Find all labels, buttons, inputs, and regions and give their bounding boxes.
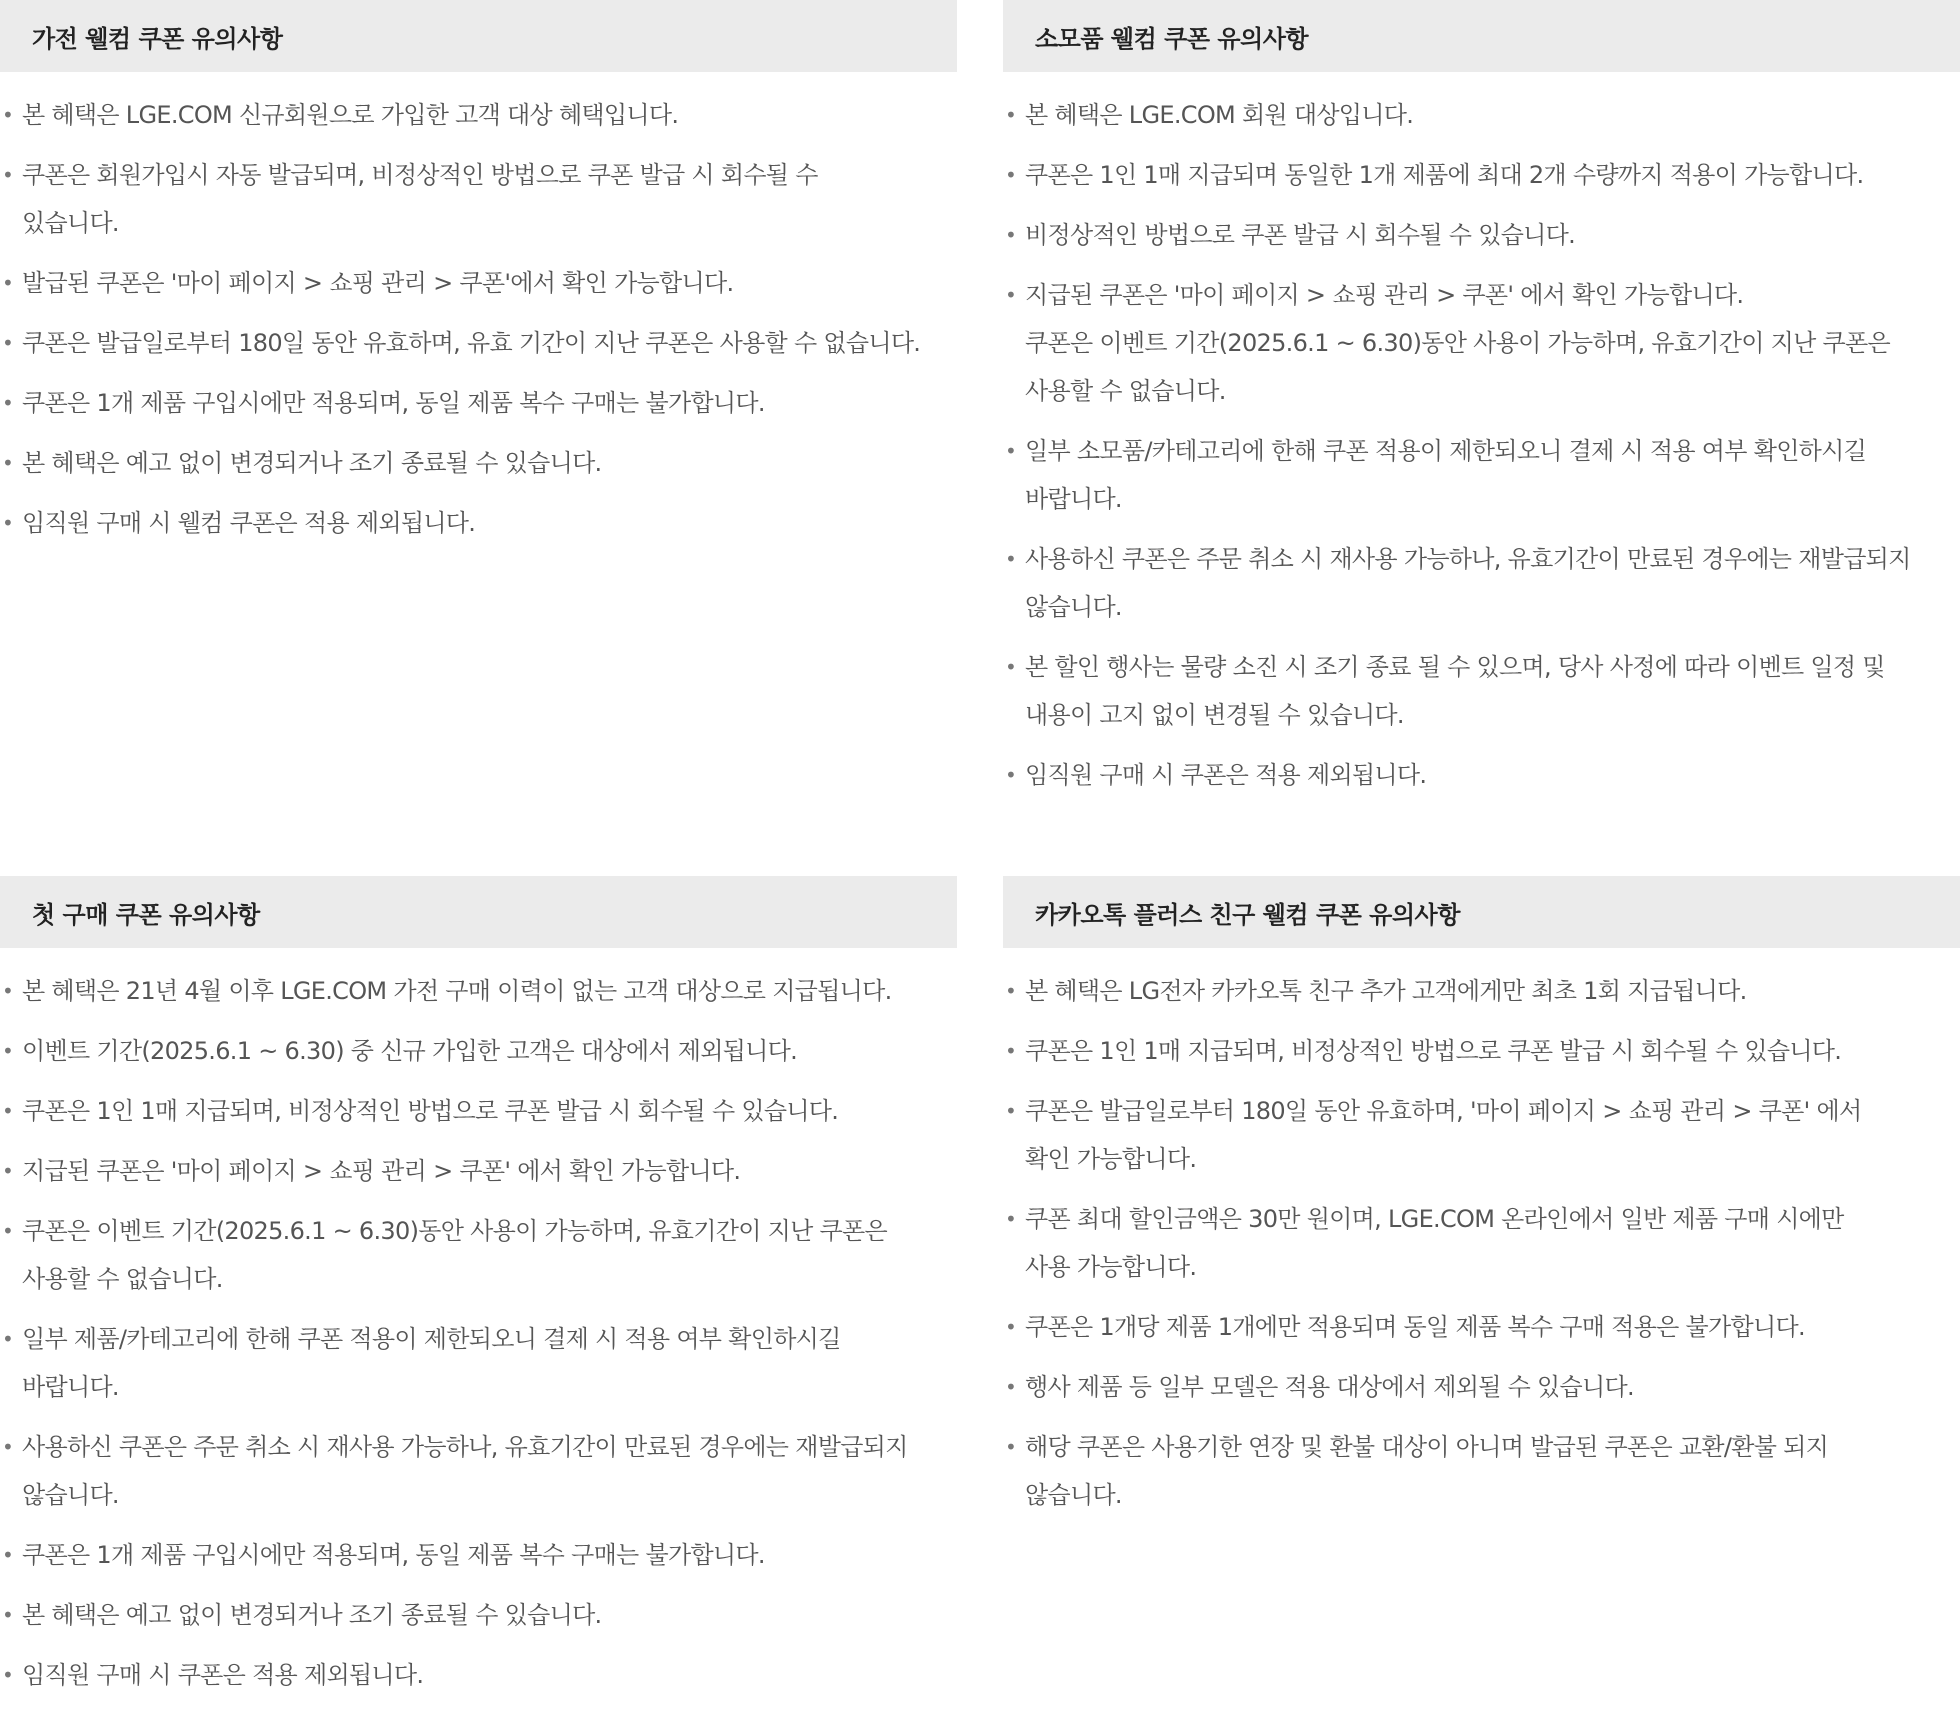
notice-text: 임직원 구매 시 쿠폰은 적용 제외됩니다.: [1025, 761, 1427, 789]
notice-text: 본 혜택은 LGE.COM 회원 대상입니다.: [1025, 101, 1414, 129]
bullet-icon: •: [1005, 1315, 1017, 1339]
notice-list: [0, 91, 957, 547]
notice-item: [1003, 211, 1960, 259]
notice-item: [0, 91, 957, 139]
notice-text: 쿠폰은 1개 제품 구입시에만 적용되며, 동일 제품 복수 구매는 불가합니다.: [22, 1541, 765, 1569]
bullet-icon: •: [2, 511, 14, 535]
bullet-icon: •: [2, 1435, 14, 1459]
notice-text: 비정상적인 방법으로 쿠폰 발급 시 회수될 수 있습니다.: [1025, 221, 1576, 249]
bullet-icon: •: [1005, 979, 1017, 1003]
notice-item: [1003, 1363, 1960, 1411]
bullet-icon: •: [2, 331, 14, 355]
notice-item: [1003, 1027, 1960, 1075]
notice-text: 본 혜택은 21년 4월 이후 LGE.COM 가전 구매 이력이 없는 고객 대상으로 지급됩니다.: [22, 977, 892, 1005]
notice-item: [0, 319, 957, 367]
notice-item: [0, 151, 957, 247]
notice-text: 발급된 쿠폰은 '마이 페이지 > 쇼핑 관리 > 쿠폰'에서 확인 가능합니다.: [22, 269, 734, 297]
section-title: 소모품 웰컴 쿠폰 유의사항: [1035, 24, 1309, 53]
notice-item: [0, 1147, 957, 1195]
bullet-icon: •: [2, 1327, 14, 1351]
notice-item: [0, 1423, 957, 1519]
bullet-icon: •: [1005, 547, 1017, 571]
notice-text: 쿠폰은 1개 제품 구입시에만 적용되며, 동일 제품 복수 구매는 불가합니다.: [22, 389, 765, 417]
section-header: [1003, 0, 1960, 72]
notice-text: 본 할인 행사는 물량 소진 시 조기 종료 될 수 있으며, 당사 사정에 따라 이벤트 일정 및 내용이 고지 없이 변경될 수 있습니다.: [1025, 653, 1885, 729]
section-title: 가전 웰컴 쿠폰 유의사항: [32, 24, 283, 53]
bullet-icon: •: [1005, 1099, 1017, 1123]
section-kakaotalk-welcome-coupon: [1003, 876, 1960, 1531]
section-header: [0, 0, 957, 72]
bullet-icon: •: [1005, 655, 1017, 679]
notice-list: [1003, 91, 1960, 799]
notice-item: [0, 1531, 957, 1579]
notice-item: [1003, 1087, 1960, 1183]
notice-item: [0, 1591, 957, 1639]
bullet-icon: •: [2, 451, 14, 475]
notice-text: 쿠폰은 이벤트 기간(2025.6.1 ~ 6.30)동안 사용이 가능하며, 유효기간이 지난 쿠폰은 사용할 수 없습니다.: [22, 1217, 888, 1293]
notice-text: 쿠폰은 발급일로부터 180일 동안 유효하며, 유효 기간이 지난 쿠폰은 사용할 수 없습니다.: [22, 329, 921, 357]
bullet-icon: •: [1005, 1435, 1017, 1459]
notice-text: 이벤트 기간(2025.6.1 ~ 6.30) 중 신규 가입한 고객은 대상에서 제외됩니다.: [22, 1037, 798, 1065]
notice-text: 일부 제품/카테고리에 한해 쿠폰 적용이 제한되오니 결제 시 적용 여부 확인하시길 바랍니다.: [22, 1325, 841, 1401]
notice-item: [0, 1087, 957, 1135]
notice-item: [0, 259, 957, 307]
notice-text: 일부 소모품/카테고리에 한해 쿠폰 적용이 제한되오니 결제 시 적용 여부 확인하시길 바랍니다.: [1025, 437, 1867, 513]
bullet-icon: •: [2, 271, 14, 295]
notice-text: 임직원 구매 시 웰컴 쿠폰은 적용 제외됩니다.: [22, 509, 476, 537]
notice-text: 본 혜택은 LG전자 카카오톡 친구 추가 고객에게만 최초 1회 지급됩니다.: [1025, 977, 1747, 1005]
bullet-icon: •: [2, 1039, 14, 1063]
notice-list: [1003, 967, 1960, 1519]
notice-text: 쿠폰은 1인 1매 지급되며 동일한 1개 제품에 최대 2개 수량까지 적용이 가능합니다.: [1025, 161, 1864, 189]
notice-text: 임직원 구매 시 쿠폰은 적용 제외됩니다.: [22, 1661, 424, 1689]
section-title: 카카오톡 플러스 친구 웰컴 쿠폰 유의사항: [1035, 900, 1460, 929]
bullet-icon: •: [2, 1159, 14, 1183]
section-header: [0, 876, 957, 948]
notice-item: [1003, 1195, 1960, 1291]
notice-item: [1003, 91, 1960, 139]
bullet-icon: •: [1005, 163, 1017, 187]
bullet-icon: •: [1005, 1039, 1017, 1063]
section-appliance-welcome-coupon: [0, 0, 957, 559]
bullet-icon: •: [2, 1099, 14, 1123]
bullet-icon: •: [2, 1603, 14, 1627]
bullet-icon: •: [1005, 223, 1017, 247]
notice-item: [0, 379, 957, 427]
notice-text: 쿠폰은 1개당 제품 1개에만 적용되며 동일 제품 복수 구매 적용은 불가합니다.: [1025, 1313, 1805, 1341]
notice-text: 쿠폰은 발급일로부터 180일 동안 유효하며, '마이 페이지 > 쇼핑 관리 > 쿠폰' 에서 확인 가능합니다.: [1025, 1097, 1862, 1173]
bullet-icon: •: [2, 391, 14, 415]
section-consumables-welcome-coupon: [1003, 0, 1960, 811]
notice-item: [1003, 427, 1960, 523]
bullet-icon: •: [1005, 1375, 1017, 1399]
notice-item: [1003, 643, 1960, 739]
notice-item: [1003, 1423, 1960, 1519]
section-header: [1003, 876, 1960, 948]
notice-text: 본 혜택은 LGE.COM 신규회원으로 가입한 고객 대상 혜택입니다.: [22, 101, 679, 129]
bullet-icon: •: [2, 979, 14, 1003]
notice-subtext: 쿠폰은 이벤트 기간(2025.6.1 ~ 6.30)동안 사용이 가능하며, 유효기간이 지난 쿠폰은 사용할 수 없습니다.: [1025, 329, 1891, 405]
notice-text: 본 혜택은 예고 없이 변경되거나 조기 종료될 수 있습니다.: [22, 449, 602, 477]
notice-text: 사용하신 쿠폰은 주문 취소 시 재사용 가능하나, 유효기간이 만료된 경우에는 재발급되지 않습니다.: [22, 1433, 908, 1509]
notice-item: [1003, 1303, 1960, 1351]
section-first-purchase-coupon: [0, 876, 957, 1711]
notice-item: [1003, 535, 1960, 631]
bullet-icon: •: [2, 163, 14, 187]
notice-item: [1003, 151, 1960, 199]
notice-text: 행사 제품 등 일부 모델은 적용 대상에서 제외될 수 있습니다.: [1025, 1373, 1634, 1401]
notice-text: 본 혜택은 예고 없이 변경되거나 조기 종료될 수 있습니다.: [22, 1601, 602, 1629]
notice-item: [1003, 271, 1960, 415]
notice-text: 지급된 쿠폰은 '마이 페이지 > 쇼핑 관리 > 쿠폰' 에서 확인 가능합니다.: [22, 1157, 741, 1185]
notice-item: [0, 499, 957, 547]
bullet-icon: •: [2, 1543, 14, 1567]
bullet-icon: •: [1005, 283, 1017, 307]
notice-text: 해당 쿠폰은 사용기한 연장 및 환불 대상이 아니며 발급된 쿠폰은 교환/환불 되지 않습니다.: [1025, 1433, 1829, 1509]
notice-item: [0, 1315, 957, 1411]
notice-item: [0, 439, 957, 487]
bullet-icon: •: [1005, 103, 1017, 127]
bullet-icon: •: [2, 1219, 14, 1243]
notice-text: 쿠폰 최대 할인금액은 30만 원이며, LGE.COM 온라인에서 일반 제품 구매 시에만 사용 가능합니다.: [1025, 1205, 1844, 1281]
notice-item: [1003, 967, 1960, 1015]
notice-list: [0, 967, 957, 1699]
notice-text: 쿠폰은 1인 1매 지급되며, 비정상적인 방법으로 쿠폰 발급 시 회수될 수 있습니다.: [22, 1097, 839, 1125]
notice-item: [0, 967, 957, 1015]
notice-item: [0, 1651, 957, 1699]
notice-text: 쿠폰은 1인 1매 지급되며, 비정상적인 방법으로 쿠폰 발급 시 회수될 수 있습니다.: [1025, 1037, 1842, 1065]
section-title: 첫 구매 쿠폰 유의사항: [32, 900, 260, 929]
notice-item: [0, 1207, 957, 1303]
bullet-icon: •: [1005, 763, 1017, 787]
notice-item: [1003, 751, 1960, 799]
bullet-icon: •: [1005, 439, 1017, 463]
notice-text: 쿠폰은 회원가입시 자동 발급되며, 비정상적인 방법으로 쿠폰 발급 시 회수될 수 있습니다.: [22, 161, 818, 237]
notice-text: 지급된 쿠폰은 '마이 페이지 > 쇼핑 관리 > 쿠폰' 에서 확인 가능합니다.: [1025, 281, 1744, 309]
bullet-icon: •: [2, 103, 14, 127]
notice-text: 사용하신 쿠폰은 주문 취소 시 재사용 가능하나, 유효기간이 만료된 경우에는 재발급되지 않습니다.: [1025, 545, 1911, 621]
notice-item: [0, 1027, 957, 1075]
bullet-icon: •: [1005, 1207, 1017, 1231]
bullet-icon: •: [2, 1663, 14, 1687]
